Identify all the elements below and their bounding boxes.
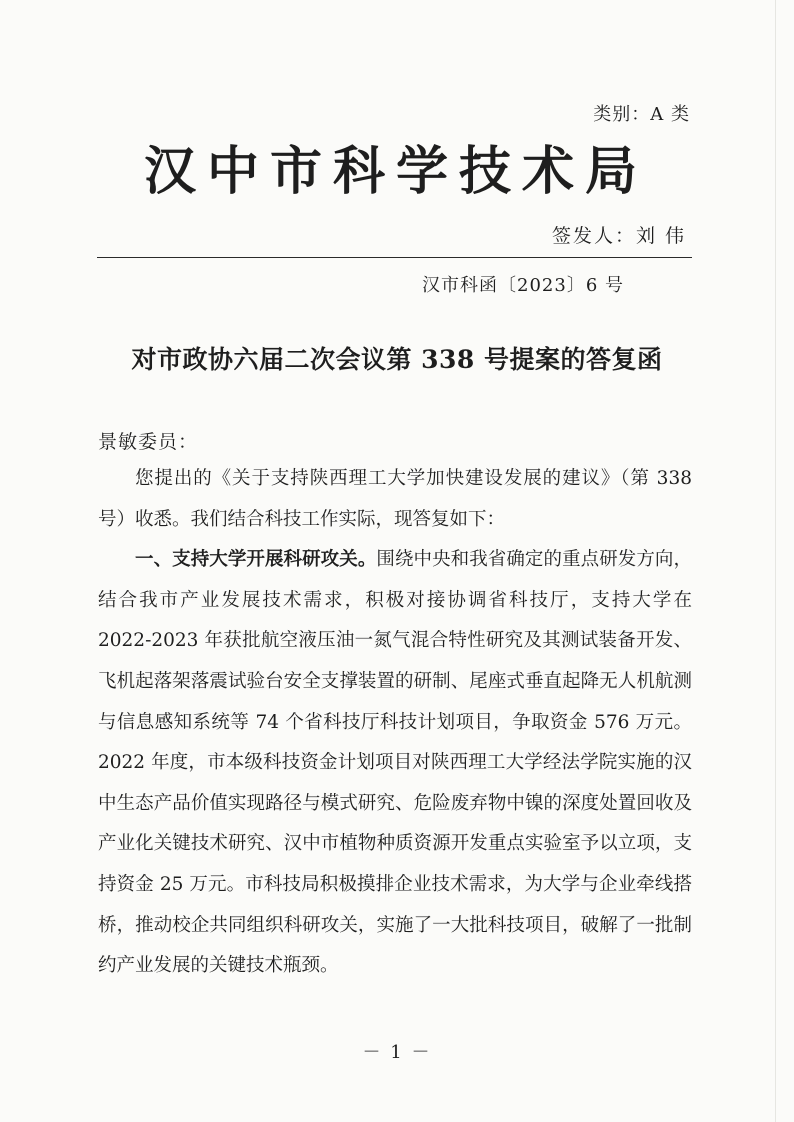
section-1-heading: 一、支持大学开展科研攻关。 bbox=[135, 549, 377, 571]
category-label: 类别：A 类 bbox=[593, 104, 690, 125]
signer-line: 签发人：刘 伟 bbox=[551, 225, 686, 247]
scan-edge-line bbox=[775, 0, 776, 1122]
salutation: 景敏委员： bbox=[98, 431, 199, 453]
section-1-paragraph bbox=[98, 540, 692, 987]
document-number: 汉市科函〔2023〕6 号 bbox=[422, 275, 624, 296]
section-1-body: 围绕中央和我省确定的重点研发方向，结合我市产业发展技术需求，积极对接协调省科技厅，支持大学在 2022-2023 年获批航空液压油一氮气混合特性研究及其测试装备开发、飞机起落架落震试验台安全支撑装置的研制、尾座式垂直起降无人机航测与信息感知系统等 74 个省科技厅科技计划项目，争取资金 576 万元。2022 年度，市本级科技资金计划项目对陕西理工大学经法学院实施的汉中生态产品价值实现路径与模式研究、危险废弃物中镍的深度处置回收及产业化关键技术研究、汉中市植物种质资源开发重点实验室予以立项，支持资金 25 万元。市科技局积极摸排企业技术需求，为大学与企业牵线搭桥，推动校企共同组织科研攻关，实施了一大批科技项目，破解了一批制约产业发展的关键技术瓶颈。 bbox=[98, 549, 692, 977]
body-text bbox=[98, 459, 692, 987]
header-divider bbox=[97, 257, 692, 258]
intro-paragraph: 您提出的《关于支持陕西理工大学加快建设发展的建议》（第 338 号）收悉。我们结合科技工作实际，现答复如下： bbox=[98, 468, 692, 530]
agency-title: 汉中市科学技术局 bbox=[143, 141, 648, 202]
document-title: 对市政协六届二次会议第 338 号提案的答复函 bbox=[131, 345, 663, 374]
page-number: － 1 － bbox=[362, 1042, 432, 1063]
